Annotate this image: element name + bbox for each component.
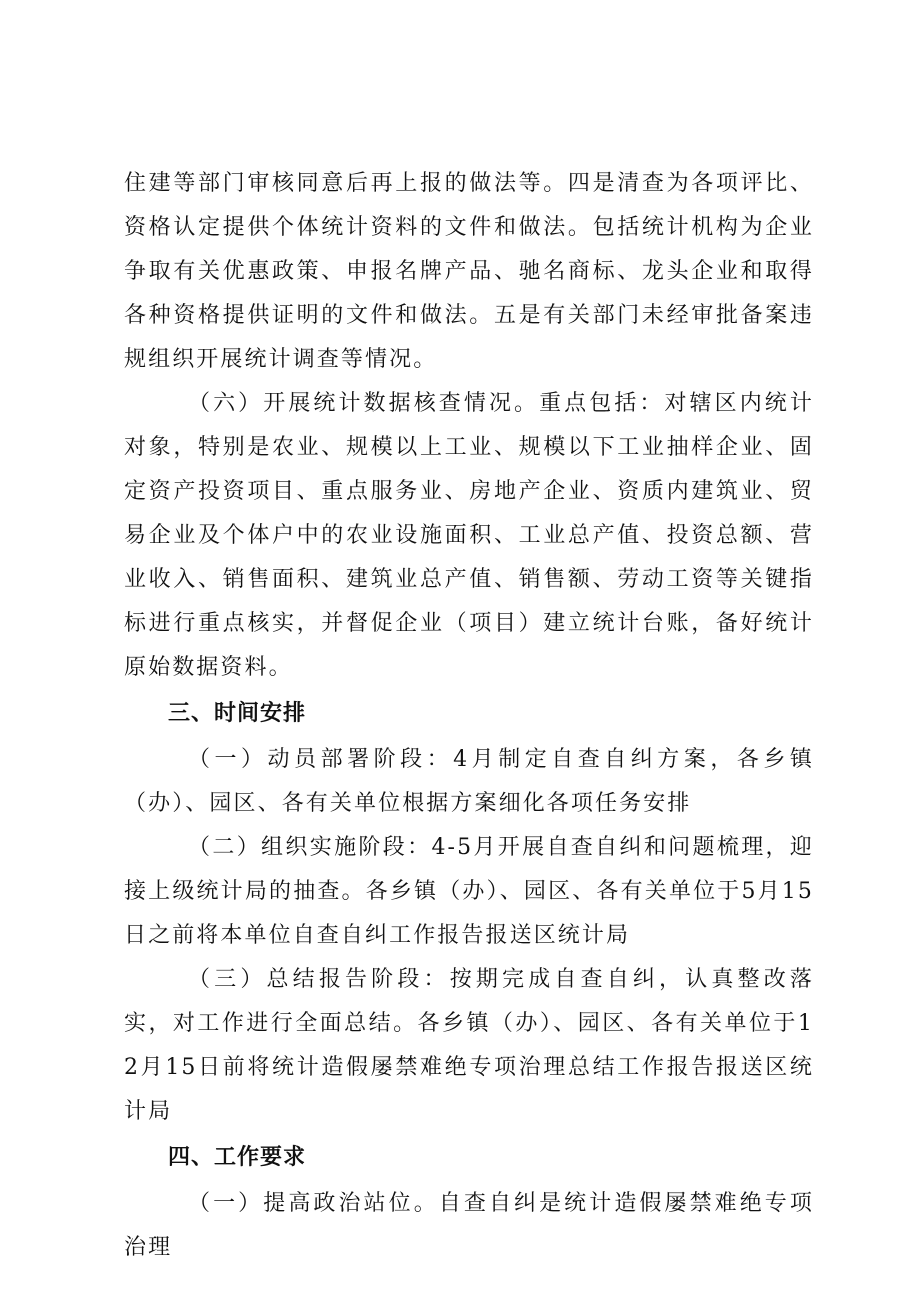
paragraph-summary-stage: （三）总结报告阶段：按期完成自查自纠，认真整改落实，对工作进行全面总结。各乡镇（办）、园区、各有关单位于12月15日前将统计造假屡禁难绝专项治理总结工作报告报送区统计局 (124, 967, 814, 1124)
paragraph-continuation: 住建等部门审核同意后再上报的做法等。四是清查为各项评比、资格认定提供个体统计资料的文件和做法。包括统计机构为企业争取有关优惠政策、申报名牌产品、驰名商标、龙头企业和取得各种资格提供证明的文件和做法。五是有关部门未经审批备案违规组织开展统计调查等情况。 (124, 171, 814, 372)
section-heading-requirements: 四、工作要求 (168, 1145, 307, 1170)
paragraph-mobilization-stage: （一）动员部署阶段：4月制定自查自纠方案，各乡镇（办）、园区、各有关单位根据方案细化各项任务安排 (124, 747, 814, 816)
paragraph-political-standing: （一）提高政治站位。自查自纠是统计造假屡禁难绝专项治理 (124, 1191, 814, 1260)
paragraph-implementation-stage: （二）组织实施阶段：4-5月开展自查自纠和问题梳理，迎接上级统计局的抽查。各乡镇（办）、园区、各有关单位于5月15日之前将本单位自查自纠工作报告报送区统计局 (124, 835, 814, 948)
section-heading-schedule: 三、时间安排 (168, 701, 307, 726)
paragraph-data-verification: （六）开展统计数据核查情况。重点包括：对辖区内统计对象，特别是农业、规模以上工业、规模以下工业抽样企业、固定资产投资项目、重点服务业、房地产企业、资质内建筑业、贸易企业及个体户中的农业设施面积、工业总产值、投资总额、营业收入、销售面积、建筑业总产值、销售额、劳动工资等关键指标进行重点核实，并督促企业（项目）建立统计台账，备好统计原始数据资料。 (124, 391, 814, 680)
document-body (124, 162, 814, 1270)
